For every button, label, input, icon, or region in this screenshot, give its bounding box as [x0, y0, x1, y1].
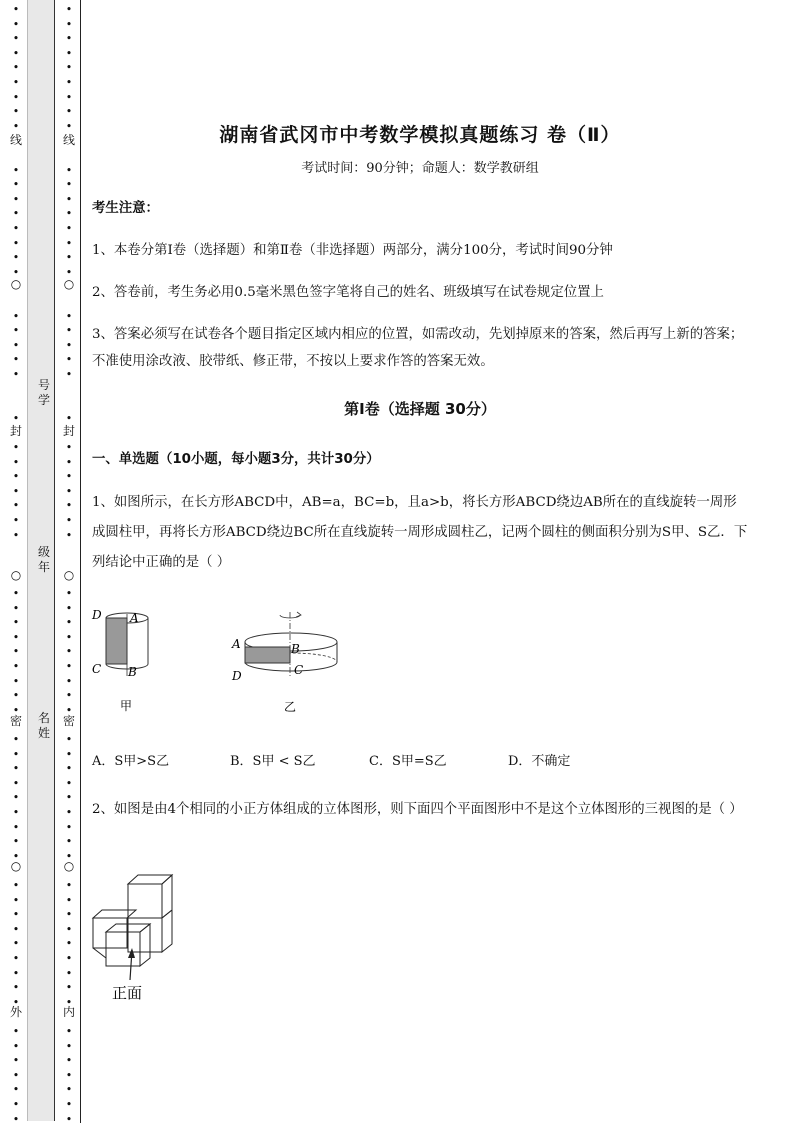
binding-dot: • [12, 660, 20, 673]
binding-dot: • [12, 981, 20, 995]
binding-dot: • [65, 514, 73, 527]
fig-q2-caption: 正面 [112, 984, 143, 1002]
binding-dot: • [65, 324, 73, 338]
binding-dot: • [12, 762, 20, 776]
binding-dot: • [65, 660, 73, 673]
binding-dot: • [12, 601, 20, 615]
binding-dot: • [12, 222, 20, 235]
binding-dot: • [65, 163, 73, 177]
binding-dot: • [65, 806, 73, 819]
binding-dot: • [65, 441, 73, 454]
field-name: 名姓 [37, 711, 50, 740]
binding-rule [80, 0, 81, 1123]
fig-right-label-c: C [294, 663, 304, 677]
binding-dot: • [12, 776, 20, 790]
binding-dot: • [12, 1054, 20, 1068]
binding-dot: • [65, 1112, 73, 1126]
binding-dot: • [12, 499, 20, 513]
notice-item-2: 2、答卷前，考生务必用0.5毫米黑色签字笔将自己的姓名、班级填写在试卷规定位置上 [92, 285, 604, 300]
binding-dot: • [65, 90, 73, 104]
binding-dot: • [65, 455, 73, 469]
binding-dot: • [12, 733, 20, 746]
binding-dot: • [65, 849, 73, 863]
binding-dot: • [65, 528, 73, 542]
binding-dot: • [12, 952, 20, 965]
question-1-figure-right [228, 606, 343, 716]
binding-dot: • [65, 1025, 73, 1038]
binding-dot: • [12, 835, 20, 849]
option-a[interactable]: A．S甲>S乙 [92, 754, 170, 769]
binding-dot: • [12, 528, 20, 542]
outer-circle: ○ [10, 568, 22, 582]
binding-dot: • [12, 163, 20, 177]
binding-dot: • [12, 703, 20, 717]
binding-dot: • [65, 601, 73, 615]
notice-heading: 考生注意： [92, 201, 159, 216]
binding-dot: • [65, 879, 73, 892]
binding-dot: • [65, 222, 73, 235]
binding-dot: • [12, 17, 20, 31]
binding-dot: • [12, 514, 20, 527]
binding-dot: • [12, 119, 20, 133]
binding-dot: • [12, 470, 20, 484]
inner-label-nei: 内 [62, 1005, 75, 1019]
binding-dot: • [12, 368, 20, 381]
binding-dot: • [65, 791, 73, 805]
binding-dot: • [65, 645, 73, 659]
binding-dot: • [12, 309, 20, 323]
option-d[interactable]: D．不确定 [508, 754, 571, 769]
notice-item-3: 3、答案必须写在试卷各个题目指定区域内相应的位置，如需改动，先划掉原来的答案，然后再写上新的答案；不准使用涂改液、胶带纸、修正带，不按以上要求作答的答案无效。 [92, 327, 744, 369]
binding-dot: • [12, 324, 20, 338]
binding-dot: • [12, 338, 20, 352]
binding-dot: • [65, 587, 73, 600]
binding-dot: • [65, 119, 73, 133]
field-grade: 级年 [37, 545, 50, 574]
binding-dot: • [12, 820, 20, 834]
binding-dot: • [12, 689, 20, 703]
binding-dot: • [65, 908, 73, 922]
fig-right-label-a: A [232, 637, 241, 651]
binding-dot: • [12, 90, 20, 104]
binding-dot: • [65, 733, 73, 746]
binding-dot: • [65, 368, 73, 381]
binding-dot: • [65, 952, 73, 965]
binding-dot: • [12, 630, 20, 644]
binding-dot: • [65, 674, 73, 688]
inner-circle: ○ [63, 277, 75, 291]
fig-left-label-a: A [130, 611, 139, 625]
binding-dot: • [12, 587, 20, 600]
question-1-figure-left [88, 604, 168, 716]
binding-dot: • [12, 1068, 20, 1082]
fig-right-label-d: D [232, 669, 242, 683]
option-c[interactable]: C．S甲=S乙 [369, 754, 447, 769]
outer-label-wai: 外 [9, 1005, 22, 1019]
fig-right-caption: 乙 [284, 700, 297, 714]
binding-dot: • [65, 820, 73, 834]
binding-dot: • [65, 937, 73, 951]
inner-label-xian: 线 [62, 133, 75, 147]
binding-dot: • [12, 879, 20, 892]
binding-dot: • [65, 76, 73, 89]
binding-dot: • [65, 689, 73, 703]
binding-dot: • [12, 484, 20, 498]
binding-dot: • [65, 1083, 73, 1097]
binding-dot: • [12, 1098, 20, 1111]
outer-circle: ○ [10, 859, 22, 873]
outer-label-xian: 线 [9, 133, 22, 147]
binding-dot: • [65, 236, 73, 250]
binding-dot: • [65, 1068, 73, 1082]
binding-dot: • [65, 1039, 73, 1053]
inner-label-feng: 封 [62, 424, 75, 438]
binding-dot: • [12, 105, 20, 119]
binding-dot: • [12, 411, 20, 425]
binding-dot: • [12, 3, 20, 16]
question-1-text: 1、如图所示，在长方形ABCD中，AB=a，BC=b，且a>b，将长方形ABCD绕边AB所在的直线旋转一周形成圆柱甲，再将长方形ABCD绕边BC所在直线旋转一周形成圆柱乙，记两个圆柱的侧面积分别为S甲、S乙．下列结论中正确的是（ ） [92, 495, 748, 570]
binding-dot: • [65, 338, 73, 352]
binding-dot: • [65, 192, 73, 206]
exam-title: 湖南省武冈市中考数学模拟真题练习 卷（Ⅱ） [219, 124, 621, 146]
question-2-figure [88, 870, 184, 1005]
inner-label-mi: 密 [62, 714, 75, 728]
notice-item-1: 1、本卷分第I卷（选择题）和第Ⅱ卷（非选择题）两部分，满分100分，考试时间90分钟 [92, 243, 613, 258]
binding-dot: • [65, 411, 73, 425]
binding-dot: • [12, 645, 20, 659]
binding-dot: • [65, 703, 73, 717]
binding-dot: • [12, 966, 20, 980]
binding-dot: • [12, 178, 20, 192]
inner-circle: ○ [63, 859, 75, 873]
binding-dot: • [65, 995, 73, 1009]
binding-dot: • [12, 46, 20, 60]
binding-dot: • [12, 747, 20, 761]
binding-dot: • [65, 178, 73, 192]
binding-dot: • [65, 46, 73, 60]
binding-dot: • [12, 236, 20, 250]
binding-dot: • [12, 76, 20, 89]
binding-dot: • [12, 908, 20, 922]
section-heading: 一、单选题（10小题，每小题3分，共计30分） [92, 452, 380, 467]
binding-dot: • [12, 674, 20, 688]
binding-dot: • [65, 893, 73, 907]
fig-left-label-d: D [92, 608, 102, 622]
binding-dot: • [65, 32, 73, 46]
binding-dot: • [12, 251, 20, 265]
binding-dot: • [65, 484, 73, 498]
binding-dot: • [12, 995, 20, 1009]
binding-dot: • [65, 309, 73, 323]
fig-left-label-b: B [128, 665, 137, 679]
question-2-text: 2、如图是由4个相同的小正方体组成的立体图形，则下面四个平面图形中不是这个立体图形的三视图的是（ ） [92, 802, 743, 817]
binding-dot: • [12, 455, 20, 469]
binding-dot: • [65, 776, 73, 790]
outer-label-mi: 密 [9, 714, 22, 728]
binding-dot: • [65, 265, 73, 279]
binding-dot: • [65, 207, 73, 221]
fig-left-label-c: C [92, 662, 102, 676]
binding-dot: • [65, 61, 73, 75]
binding-dot: • [12, 1112, 20, 1126]
binding-dot: • [65, 1098, 73, 1111]
binding-dot: • [65, 747, 73, 761]
option-b[interactable]: B．S甲 < S乙 [230, 754, 316, 769]
binding-dot: • [12, 806, 20, 819]
binding-dot: • [65, 922, 73, 936]
binding-dot: • [12, 922, 20, 936]
binding-dot: • [12, 61, 20, 75]
outer-label-feng: 封 [9, 424, 22, 438]
binding-dot: • [12, 192, 20, 206]
binding-dot: • [65, 762, 73, 776]
part1-title: 第I卷（选择题 30分） [344, 400, 496, 418]
binding-dot: • [12, 937, 20, 951]
binding-dot: • [65, 353, 73, 367]
binding-dot: • [12, 791, 20, 805]
exam-subtitle: 考试时间：90分钟；命题人：数学教研组 [301, 161, 539, 176]
fig-right-label-b: B [291, 642, 300, 656]
binding-dot: • [12, 1039, 20, 1053]
binding-dot: • [12, 893, 20, 907]
binding-dot: • [65, 251, 73, 265]
outer-circle: ○ [10, 277, 22, 291]
binding-dot: • [12, 616, 20, 630]
fig-left-caption: 甲 [120, 699, 133, 713]
inner-circle: ○ [63, 568, 75, 582]
binding-dot: • [65, 630, 73, 644]
binding-dot: • [12, 441, 20, 454]
binding-dot: • [12, 1025, 20, 1038]
binding-dot: • [65, 105, 73, 119]
field-student-number: 号学 [37, 378, 50, 407]
binding-dot: • [12, 1083, 20, 1097]
binding-dot: • [65, 616, 73, 630]
binding-dot: • [12, 265, 20, 279]
binding-dot: • [65, 470, 73, 484]
binding-dot: • [65, 3, 73, 16]
binding-dot: • [12, 849, 20, 863]
binding-dot: • [65, 1054, 73, 1068]
binding-dot: • [12, 207, 20, 221]
binding-dot: • [65, 981, 73, 995]
binding-dot: • [65, 499, 73, 513]
binding-dot: • [65, 966, 73, 980]
binding-dot: • [65, 17, 73, 31]
binding-dot: • [12, 32, 20, 46]
binding-dot: • [65, 835, 73, 849]
binding-dot: • [12, 353, 20, 367]
